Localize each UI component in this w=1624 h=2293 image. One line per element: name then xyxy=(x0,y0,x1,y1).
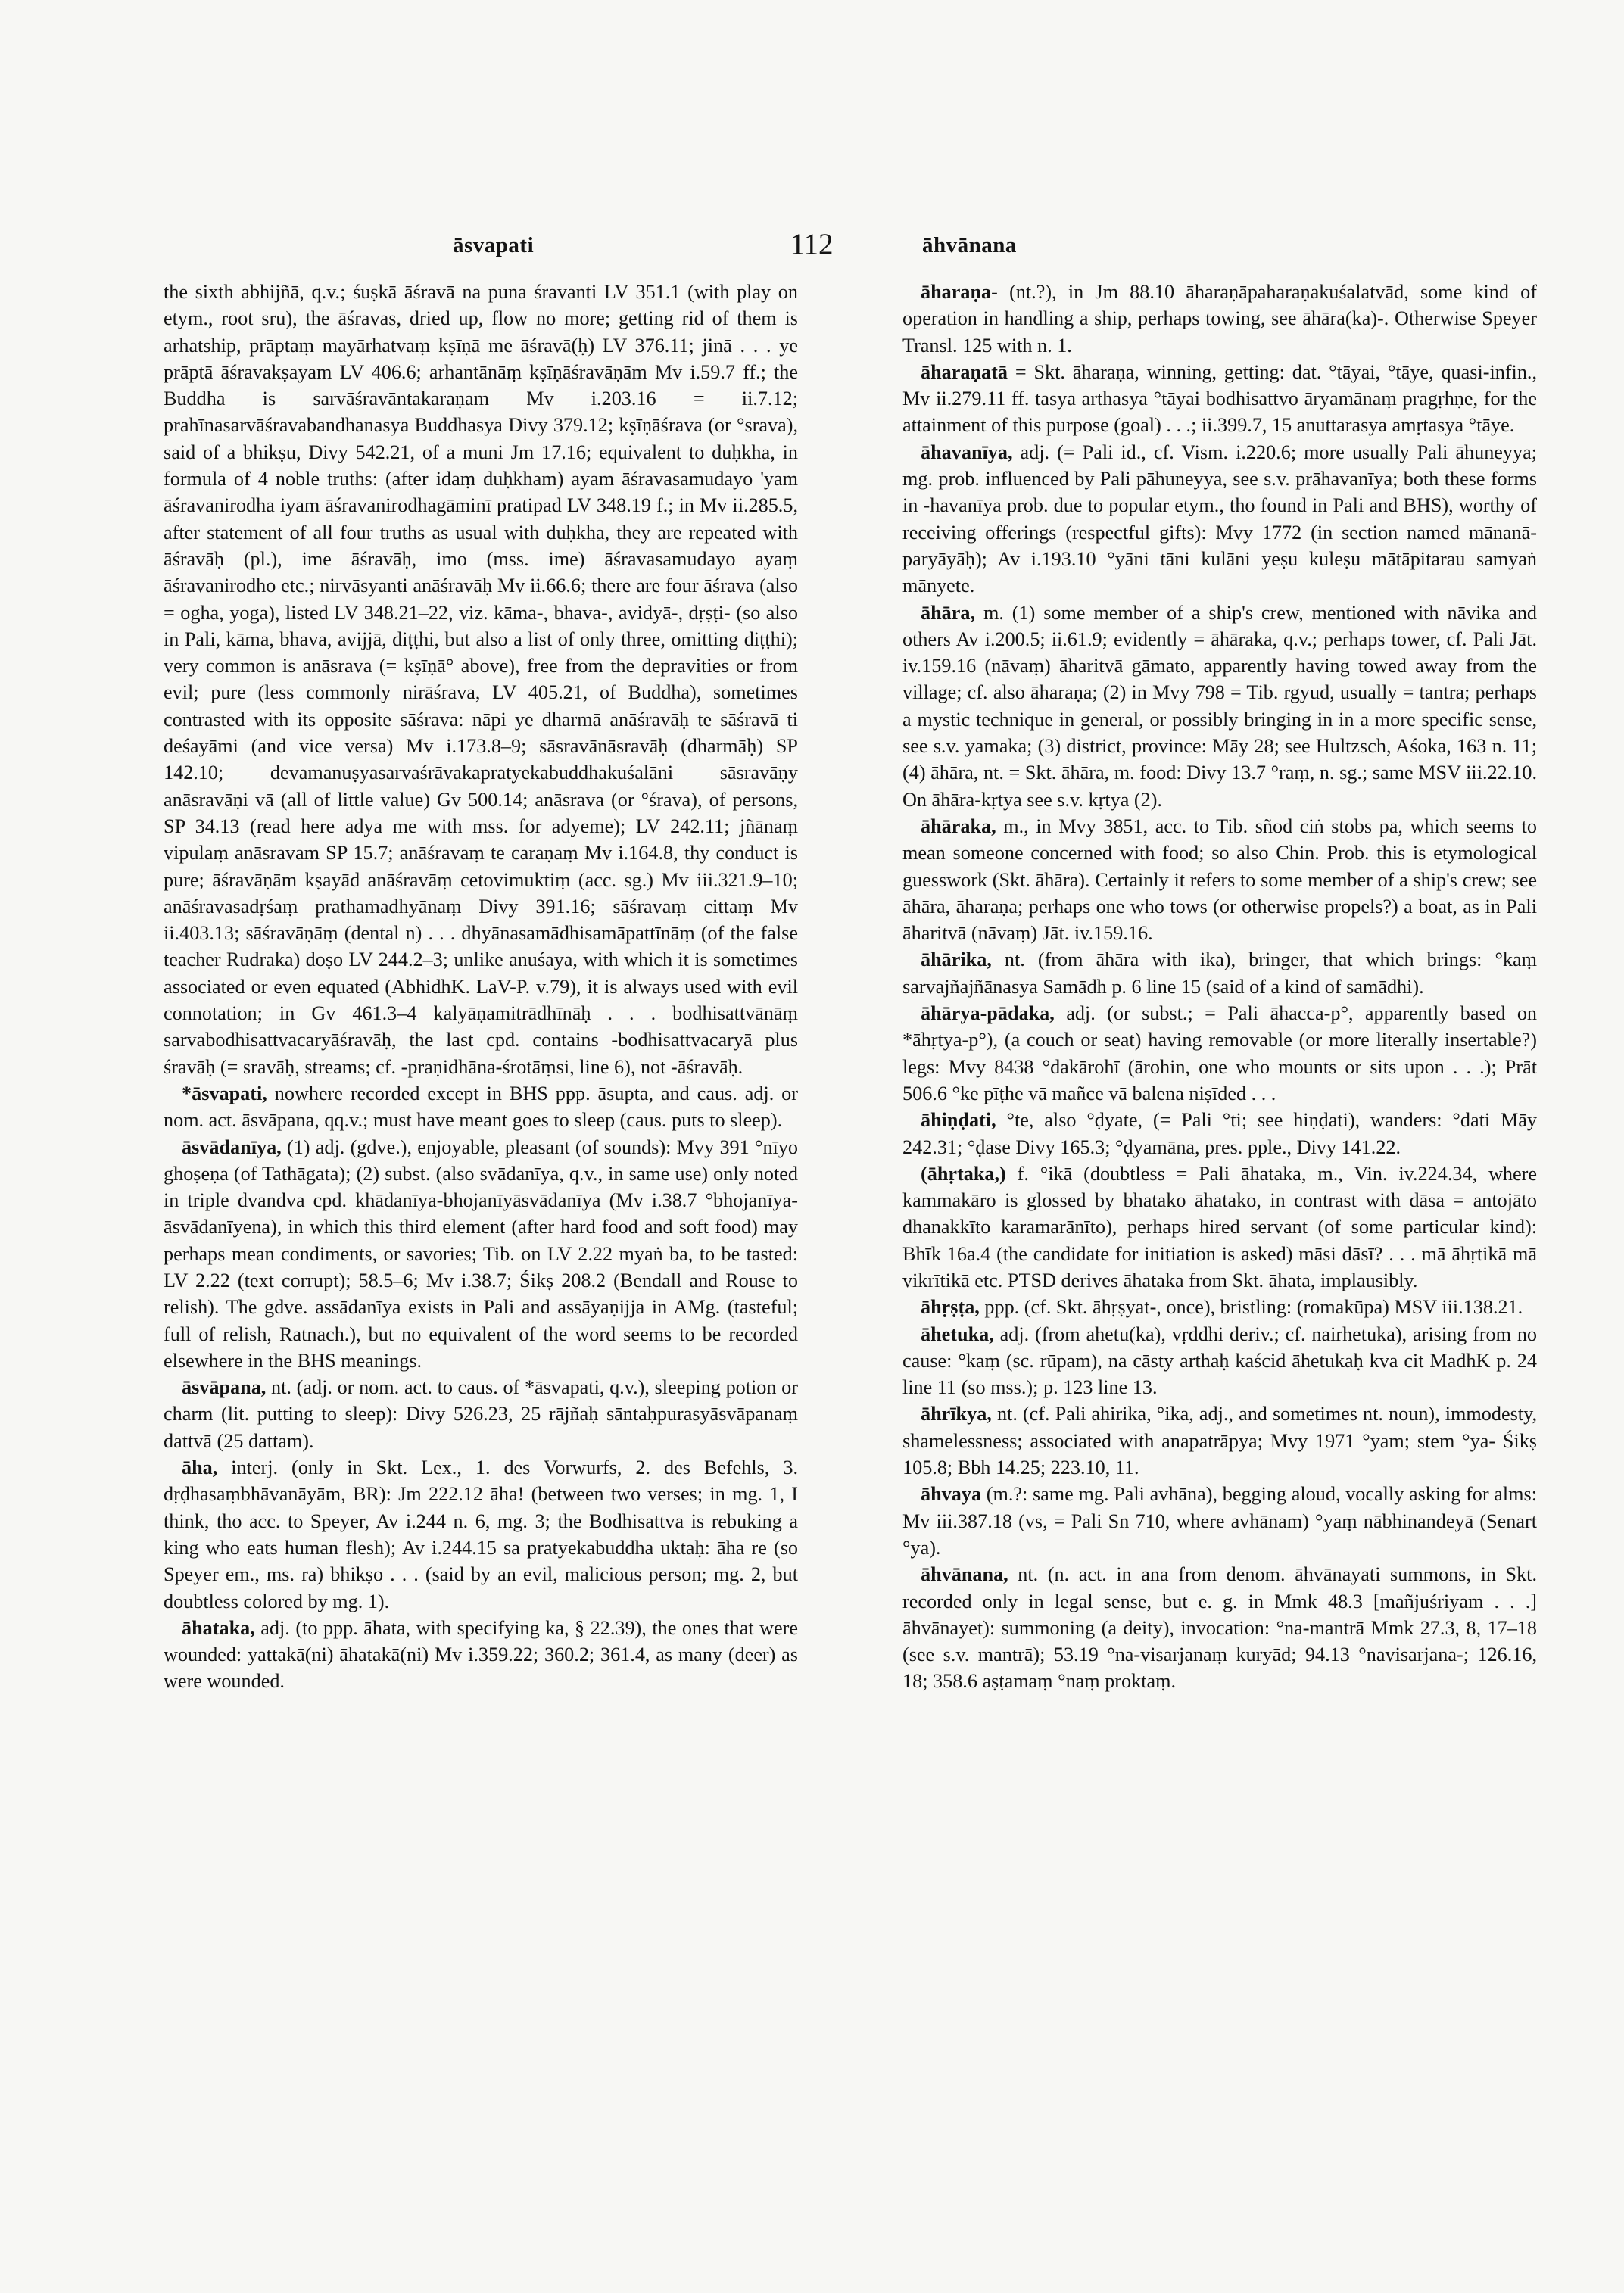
entry-headword: āsvāpana, xyxy=(182,1376,267,1399)
entry-headword: āhrīkya, xyxy=(921,1403,992,1425)
entry-text: nt. (adj. or nom. act. to caus. of *āsvapati, q.v.), sleeping potion or charm (lit. putting to sleep): Divy 526.23, 25 rājñaḥ sāntaḥpurasyāsvāpanaṃ dattvā (25 dattam). xyxy=(164,1376,798,1452)
entry-text: = Skt. āharaṇa, winning, getting: dat. °tāyai, °tāye, quasi-infin., Mv ii.279.11 ff. tasya arthasya °tāyai bodhisattvo āryamānaṃ pragṛhṇe, for the attainment of this purpose (goal) . . .; ii.399.7, 15 anuttarasya amṛtasya °tāye. xyxy=(902,360,1538,437)
entry-text: (m.?: same mg. Pali avhāna), begging aloud, vocally asking for alms: Mv iii.387.18 (vs, = Pali Sn 710, where avhānam) °yaṃ nābhinandeyā (Senart °ya). xyxy=(902,1483,1538,1559)
entry-headword: (āhṛtaka,) xyxy=(921,1162,1006,1185)
entry-headword: āhāraka, xyxy=(921,815,996,837)
entry-text: (1) adj. (gdve.), enjoyable, pleasant (of sounds): Mvy 391 °nīyo ghoṣeṇa (of Tathāgata); (2) subst. (also svādanīya, q.v., in same use) only noted in triple dvandva cpd. khādanīya-bhojanīyāsvādanīya (Mv i.38.7 °bhojanīya-āsvādanīyena), in which this third element (after hard food and soft food) may perhaps mean condiments, or savories; Tib. on LV 2.22 myaṅ ba, to be tasted: LV 2.22 (text corrupt); 58.5–6; Mv i.38.7; Śikṣ 208.2 (Bendall and Rouse to relish). The gdve. assādanīya exists in Pali and assāyaṇijja in AMg. (tasteful; full of relish, Ratnach.), but no equivalent of the word seems to be recorded elsewhere in the BHS meanings. xyxy=(164,1136,799,1372)
dictionary-entry xyxy=(902,1321,1537,1401)
dictionary-entry xyxy=(164,1615,798,1695)
dictionary-entry xyxy=(902,359,1537,439)
entry-text: adj. (from ahetu(ka), vṛddhi deriv.; cf. nairhetuka), arising from no cause: °kaṃ (sc. rūpam), na cāsty arthaḥ kaścid āhetukaḥ kva cit MadhK p. 24 line 11 (so mss.); p. 123 line 13. xyxy=(902,1323,1538,1399)
entry-text: ppp. (cf. Skt. āhṛṣyat-, once), bristling: (romakūpa) MSV iii.138.21. xyxy=(984,1296,1523,1319)
entry-text: m. (1) some member of a ship's crew, mentioned with nāvika and others Av i.200.5; ii.61.9; evidently = āhāraka, q.v.; perhaps tower, cf. Pali Jāt. iv.159.16 (nāvaṃ) āharitvā gāmato, apparently having towed away from the village; cf. also āharaṇa; (2) in Mvy 798 = Tib. rgyud, usually = tantra; perhaps a mystic technique in general, or possibly bringing in in a more specific sense, see s.v. yamaka; (3) district, province: Māy 28; see Hultzsch, Aśoka, 163 n. 11; (4) āhāra, nt. = Skt. āhāra, m. food: Divy 13.7 °raṃ, n. sg.; same MSV iii.22.10. On āhāra-kṛtya see s.v. kṛtya (2). xyxy=(902,601,1538,811)
entry-headword: āhataka, xyxy=(182,1616,255,1639)
entry-headword: āhvaya xyxy=(921,1483,982,1506)
entry-text: f. °ikā (doubtless = Pali āhataka, m., Vin. iv.224.34, where kammakāro is glossed by bhatako āhatako, in contrast with dāsa = antojāto dhanakkīto karamarānīto), perhaps hired servant (of some particular kind): Bhīk 16a.4 (the candidate for initiation is asked) māsi dāsī? . . . mā āhṛtikā mā vikrītikā etc. PTSD derives āhataka from Skt. āhata, implausibly. xyxy=(902,1162,1537,1291)
entry-headword: āhārya-pādaka, xyxy=(921,1002,1055,1025)
entry-headword: āha, xyxy=(182,1456,218,1479)
entry-headword: āhvānana, xyxy=(921,1563,1008,1586)
entry-headword: āhāra, xyxy=(921,601,976,624)
entry-text: adj. (= Pali id., cf. Vism. i.220.6; more usually Pali āhuneyya; mg. prob. influenced by Pali pāhuneyya, see s.v. prāhavanīya; both these forms in -havanīya prob. due to popular etym., tho found in Pali and BHS), worthy of receiving offerings (respectful gifts): Mvy 1772 (in section named mānanā-paryāyāḥ); Av i.193.10 °yāni tāni kulāni yeṣu kuleṣu mātāpitarau samyaṅ mānyete. xyxy=(902,441,1538,597)
dictionary-entry xyxy=(902,1561,1537,1694)
header-right-headword: āhvānana xyxy=(922,233,1017,257)
entry-text: the sixth abhijñā, q.v.; śuṣkā āśravā na puna śravanti LV 351.1 (with play on etym., root sru), the āśravas, dried up, flow no more; getting rid of them is arhatship, prāptaṃ mayārhatvaṃ kṣīṇā me āśravā(ḥ) LV 376.11; jinā . . . ye prāptā āśravakṣayam LV 406.6; arhantānāṃ kṣīṇāśravāṇām Mv i.59.7 ff.; the Buddha is sarvāśravāntakaraṇam Mv i.203.16 = ii.7.12; prahīnasarvāśravabandhanasya Buddhasya Divy 379.12; kṣīṇāśrava (or °srava), said of a bhikṣu, Divy 542.21, of a muni Jm 17.16; equivalent to duḥkha, in formula of 4 noble truths: (after idaṃ duḥkham) ayam āśravasamudayo 'yam āśravanirodha iyam āśravanirodhagāminī pratipad LV 348.19 f.; in Mv ii.285.5, after statement of all four truths as usual with duḥkha, they are repeated with āśravāḥ (pl.), ime āśravāḥ, imo (mss. ime) āśravasamudayo ayaṃ āśravanirodho etc.; nirvāsyanti anāśravāḥ Mv ii.66.6; there are four āśrava (also = ogha, yoga), listed LV 348.21–22, viz. kāma-, bhava-, avidyā-, dṛṣṭi- (so also in Pali, kāma, bhava, avijjā, diṭṭhi, but also a list of only three, omitting diṭṭhi); very common is anāsrava (= kṣīṇā° above), free from the depravities or from evil; pure (less commonly nirāśrava, LV 405.21, of Buddha), sometimes contrasted with its opposite sāśrava: nāpi ye dharmā anāśravāḥ te sāśravā ti deśayāmi (and vice versa) Mv i.173.8–9; sāsravānāsravāḥ (dharmāḥ) SP 142.10; devamanuṣyasarvaśrāvakapratyekabuddhakuśalāni sāsravāṇy anāsravāṇi vā (all of little value) Gv 500.14; anāsrava (or °śrava), of persons, SP 34.13 (read here adya me with mss. for adyeme); LV 242.11; jñānaṃ vipulaṃ anāsravam SP 15.7; anāśravaṃ te caraṇaṃ Mv i.164.8, thy conduct is pure; āśravāṇām kṣayād anāśravāṃ cetovimuktiṃ (acc. sg.) Mv iii.321.9–10; anāśravasadṛśaṃ prathamadhyānaṃ Divy 391.16; sāśravaṃ cittaṃ Mv ii.403.13; sāśravāṇāṃ (dental n) . . . dhyānasamādhisamāpattīnāṃ (of the false teacher Rudraka) doṣo LV 244.2–3; unlike anuśaya, with which it is sometimes associated or even equated (AbhidhK. LaV-P. v.79), it is always used with evil connotation; in Gv 461.3–4 kalyāṇamitrādhīnāḥ . . . bodhisattvānāṃ sarvabodhisattvacaryāśravāḥ, the last cpd. contains -bodhisattvacaryā plus śravāḥ (= sravāḥ, streams; cf. -praṇidhāna-śrotāṃsi, line 6), not -āśravāḥ. xyxy=(164,281,798,1078)
dictionary-entry xyxy=(902,600,1537,813)
entry-text: interj. (only in Skt. Lex., 1. des Vorwurfs, 2. des Befehls, 3. dṛḍhasaṃbhāvanāyām, BR): Jm 222.12 āha! (between two verses; in mg. 1, I think, tho acc. to Speyer, Av i.244 n. 6, mg. 3; the Bodhisattva is rebuking a king who eats human flesh); Av i.244.15 sa pratyekabuddha uktaḥ: āha re (so Speyer em., ms. ra) bhikṣo . . . (said by an evil, malicious person; mg. 2, but doubtless colored by mg. 1). xyxy=(164,1456,798,1612)
dictionary-entry-continuation xyxy=(164,279,798,1080)
dictionary-entry xyxy=(164,1134,798,1375)
entry-text: adj. (to ppp. āhata, with specifying ka, § 22.39), the ones that were wounded: yattakā(ni) āhatakā(ni) Mv i.359.22; 360.2; 361.4, as many (deer) as were wounded. xyxy=(164,1616,799,1693)
entry-headword: āhavanīya, xyxy=(921,441,1013,463)
dictionary-entry xyxy=(902,813,1537,946)
dictionary-entry xyxy=(164,1374,798,1454)
entry-headword: āhārika, xyxy=(921,949,992,971)
dictionary-entry xyxy=(902,1000,1537,1107)
entry-text: (nt.?), in Jm 88.10 āharaṇāpaharaṇakuśalatvād, some kind of operation in handling a ship, perhaps towing, see āhāra(ka)-. Otherwise Speyer Transl. 125 with n. 1. xyxy=(902,281,1538,357)
dictionary-entry xyxy=(164,1454,798,1615)
entry-text: m., in Mvy 3851, acc. to Tib. sñod ciṅ stobs pa, which seems to mean someone concerned with food; so also Chin. Prob. this is etymological guesswork (Skt. āhāra). Certainly it refers to some member of a ship's crew; see āhāra, āharaṇa; perhaps one who tows (or otherwise propels?) a boat, as in Pali āharitvā (nāvaṃ) Jāt. iv.159.16. xyxy=(902,815,1537,945)
page-number: 112 xyxy=(790,228,834,260)
entry-text: nowhere recorded except in BHS ppp. āsupta, and caus. adj. or nom. act. āsvāpana, qq.v.; must have meant goes to sleep (caus. puts to sleep). xyxy=(164,1082,798,1132)
entry-headword: āharaṇatā xyxy=(921,360,1008,383)
entry-headword: āhetuka, xyxy=(921,1323,994,1345)
entry-text: adj. (or subst.; = Pali āhacca-p°, apparently based on *āhṛtya-p°), (a couch or seat) having removable (or more literally insertable?) legs: Mvy 8438 °dakārohī (ārohin, one who mounts or sits upon . . .); Prāt 506.6 °ke pīṭhe vā mañce vā balena niṣīded . . . xyxy=(902,1002,1538,1104)
left-column xyxy=(164,279,798,1695)
entry-headword: *āsvapati, xyxy=(182,1082,267,1104)
dictionary-entry xyxy=(902,1400,1537,1481)
entry-headword: āhṛṣṭa, xyxy=(921,1296,980,1319)
dictionary-entry xyxy=(902,279,1537,359)
dictionary-entry xyxy=(902,1107,1537,1161)
dictionary-entry xyxy=(902,1481,1537,1561)
entry-text: nt. (from āhāra with ika), bringer, that which brings: °kaṃ sarvajñajñānasya Samādh p. 6 line 15 (said of a kind of samādhi). xyxy=(902,949,1538,998)
dictionary-entry xyxy=(902,1161,1537,1294)
dictionary-entry xyxy=(902,1294,1537,1320)
dictionary-entry xyxy=(902,946,1537,1000)
entry-headword: āhiṇḍati, xyxy=(921,1109,996,1132)
entry-text: nt. (n. act. in ana from denom. āhvānayati summons, in Skt. recorded only in legal sense, but e. g. in Mmk 48.3 [mañjuśriyam . . .] āhvānayet): summoning (a deity), invocation: °na-mantrā Mmk 27.3, 8, 17–18 (see s.v. mantrā); 53.19 °na-visarjanaṃ kuryād; 94.13 °navisarjana-; 126.16, 18; 358.6 aṣṭamaṃ °naṃ proktaṃ. xyxy=(902,1563,1537,1693)
entry-text: nt. (cf. Pali ahirika, °ika, adj., and sometimes nt. noun), immodesty, shamelessness; associated with anapatrāpya; Mvy 1971 °yam; stem °ya- Śikṣ 105.8; Bbh 14.25; 223.10, 11. xyxy=(902,1403,1538,1479)
dictionary-entry xyxy=(902,439,1537,600)
running-header xyxy=(0,227,1624,265)
right-column xyxy=(902,279,1537,1695)
entry-text: °te, also °ḍyate, (= Pali °ti; see hiṇḍati), wanders: °dati Māy 242.31; °ḍase Divy 165.3; °ḍyamāna, pres. pple., Divy 141.22. xyxy=(902,1109,1537,1158)
dictionary-entry xyxy=(164,1080,798,1134)
entry-headword: āsvādanīya, xyxy=(182,1136,282,1158)
entry-headword: āharaṇa- xyxy=(921,281,998,303)
header-left-headword: āsvapati xyxy=(453,233,535,257)
